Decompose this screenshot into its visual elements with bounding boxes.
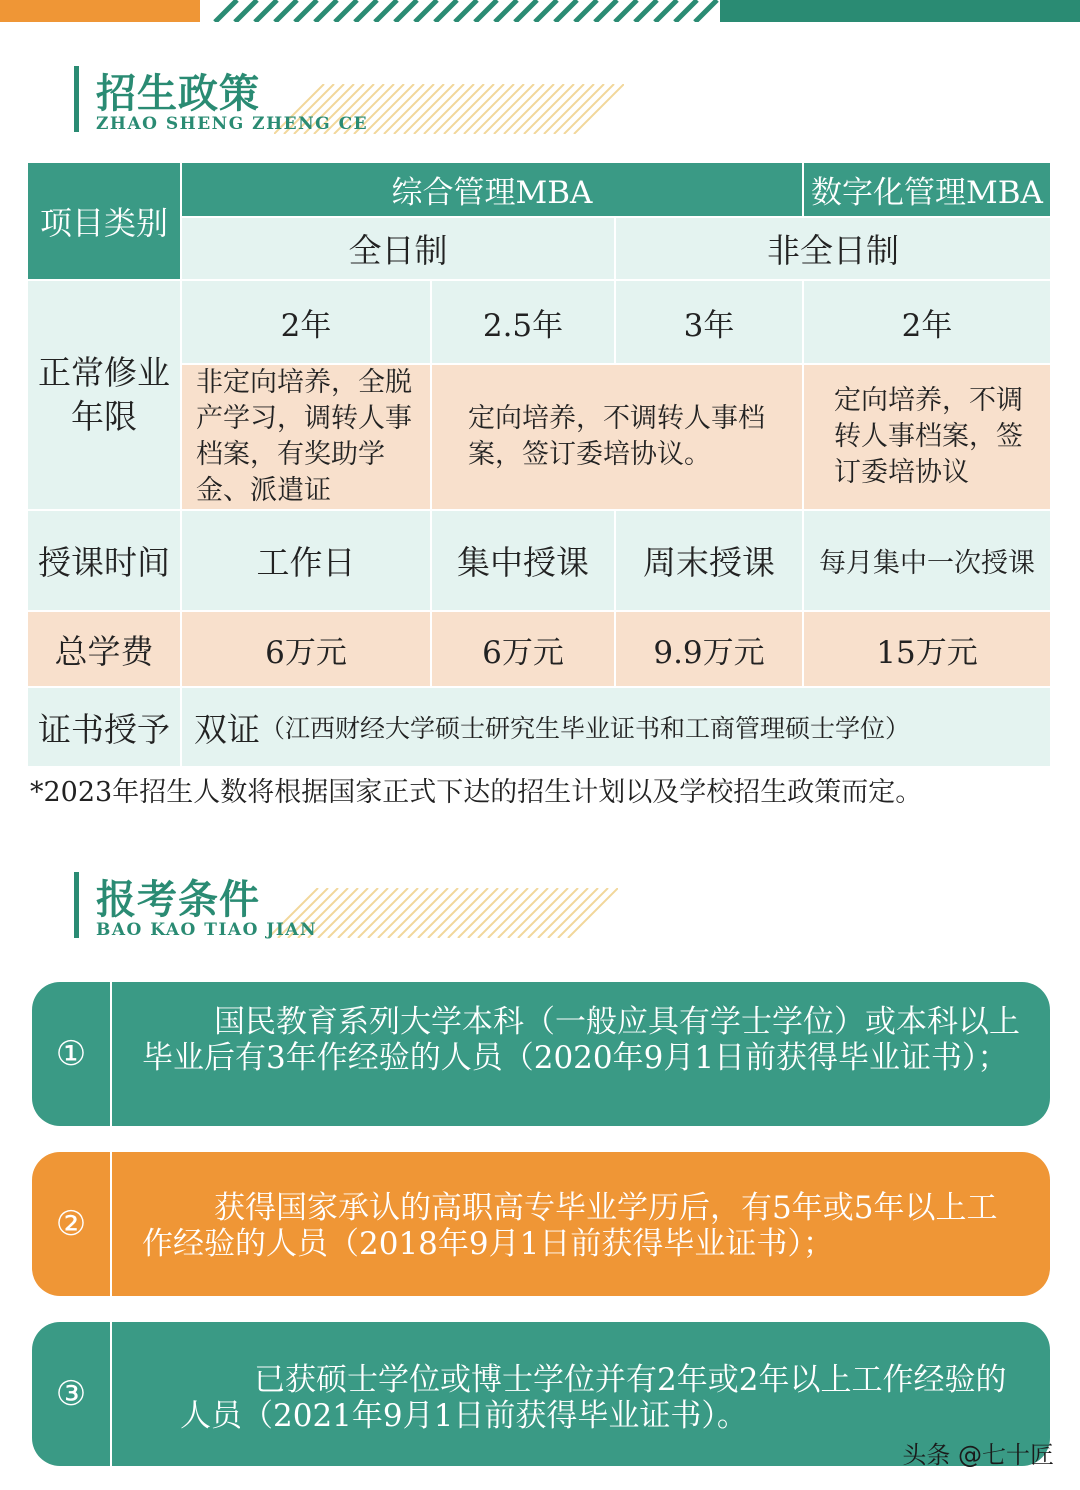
mode-full-cell: [182, 218, 614, 279]
schedule-value: 工作日: [256, 543, 356, 582]
fee-cell: [804, 612, 1050, 686]
heading-stripe-decoration: [268, 888, 618, 938]
cert-value-cell: [182, 688, 1050, 766]
desc-part-cell: [432, 365, 802, 509]
fee-cell: [182, 612, 430, 686]
requirement-number: ①: [55, 1034, 87, 1074]
section-heading-requirements: [74, 872, 634, 942]
schedule-value: 每月集中一次授课: [819, 548, 1035, 579]
desc-digital: 定向培养，不调转人事档案，签订委培协议: [834, 385, 1023, 488]
duration-label: 正常修业年限: [38, 353, 170, 436]
schedule-cell: [804, 511, 1050, 610]
duration-value: 2年: [280, 307, 332, 344]
duration-label-cell: [28, 281, 180, 509]
card-divider: [110, 982, 112, 1126]
fee-value: 6万元: [482, 634, 564, 671]
fee-label: 总学费: [54, 631, 154, 671]
duration-value: 3年: [683, 307, 735, 344]
program-digital-cell: [804, 163, 1050, 216]
schedule-cell: [616, 511, 802, 610]
requirement-card: [32, 1152, 1050, 1296]
mode-full-label: 全日制: [348, 231, 448, 270]
category-label-cell: [28, 163, 180, 279]
fee-value: 6万元: [265, 634, 347, 671]
heading-accent-bar: [74, 872, 79, 938]
mode-part-cell: [616, 218, 1050, 279]
desc-full-cell: [182, 365, 430, 509]
desc-full: 非定向培养，全脱产学习，调转人事档案，有奖助学金、派遣证: [196, 367, 412, 506]
section-heading-admission-policy: [74, 66, 634, 136]
duration-cell: [182, 281, 430, 363]
duration-cell: [804, 281, 1050, 363]
program-general-cell: [182, 163, 802, 216]
fee-value: 9.9万元: [653, 634, 765, 671]
section-title: 招生政策: [96, 70, 260, 117]
schedule-label-cell: [28, 511, 180, 610]
enrollment-note: *2023年招生人数将根据国家正式下达的招生计划以及学校招生政策而定。: [30, 777, 923, 808]
fee-label-cell: [28, 612, 180, 686]
requirement-text: 已获硕士学位或博士学位并有2年或2年以上工作经验的人员（2021年9月1日前获得毕业证书）。: [180, 1362, 1007, 1434]
requirement-text: 国民教育系列大学本科（一般应具有学士学位）或本科以上毕业后有3年作经验的人员（2020年9月1日前获得毕业证书）；: [142, 1004, 1020, 1076]
program-digital-label: 数字化管理MBA: [811, 175, 1043, 211]
cert-detail: （江西财经大学硕士研究生毕业证书和工商管理硕士学位）: [260, 714, 911, 743]
section-subtitle: ZHAO SHENG ZHENG CE: [96, 114, 369, 134]
heading-accent-bar: [74, 66, 79, 132]
schedule-value: 周末授课: [643, 543, 775, 582]
schedule-cell: [182, 511, 430, 610]
requirement-card: [32, 1322, 1050, 1466]
section-subtitle: BAO KAO TIAO JIAN: [96, 920, 318, 940]
mode-part-label: 非全日制: [767, 231, 899, 270]
category-label: 项目类别: [39, 204, 168, 242]
desc-digital-cell: [804, 365, 1050, 509]
cert-main: 双证: [194, 709, 260, 749]
fee-cell: [432, 612, 614, 686]
top-decorative-band: [0, 0, 1080, 22]
fee-value: 15万元: [876, 634, 978, 671]
schedule-cell: [432, 511, 614, 610]
requirement-card: [32, 982, 1050, 1126]
duration-cell: [432, 281, 614, 363]
fee-cell: [616, 612, 802, 686]
cert-label-cell: [28, 688, 180, 766]
schedule-label: 授课时间: [38, 543, 170, 582]
duration-cell: [616, 281, 802, 363]
requirement-number: ③: [55, 1374, 87, 1414]
requirement-text: 获得国家承认的高职高专毕业学历后，有5年或5年以上工作经验的人员（2018年9月1日前获得毕业证书）；: [142, 1190, 998, 1262]
requirement-number: ②: [55, 1204, 87, 1244]
card-divider: [110, 1322, 112, 1466]
duration-value: 2.5年: [482, 307, 564, 344]
program-general-label: 综合管理MBA: [391, 175, 593, 211]
watermark: 头条 @七十匠: [902, 1441, 1054, 1469]
card-divider: [110, 1152, 112, 1296]
desc-part: 定向培养，不调转人事档案，签订委培协议。: [468, 403, 765, 470]
section-title: 报考条件: [96, 876, 260, 923]
schedule-value: 集中授课: [457, 543, 589, 582]
cert-label: 证书授予: [38, 709, 170, 749]
duration-value: 2年: [901, 307, 953, 344]
